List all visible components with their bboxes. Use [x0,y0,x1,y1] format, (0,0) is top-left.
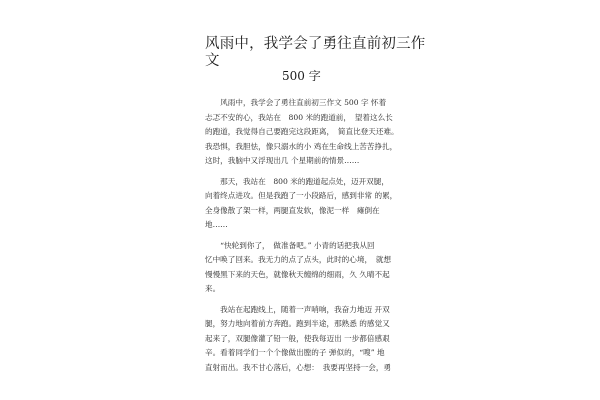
text-line: 那天，我站在 800 米的跑道起点处，迈开双腿， [205,176,389,186]
paragraph-2 [205,175,415,233]
text-line: 全身像散了架一样，两腿直发软，像泥一样 瘫倒在 [205,205,380,215]
text-line: 腿，努力地向着前方奔跑。跑到半途，那熟悉 的感觉又 [205,319,390,328]
document-subtitle: 500 字 [282,69,321,83]
document-title [205,36,426,70]
text-line: 忆中唤了回来。我无力的点了点头，此时的心境， 就想 [205,255,392,264]
title-line: 风雨中，我学会了勇往直前初三作 [205,36,426,52]
paragraph-1 [205,96,415,169]
text-line: 地…… [205,220,228,229]
text-line: 起来了，双腿像灌了铅一般，使我每迈出 一步都倍感艰 [205,333,390,343]
title-line: 文 [205,53,220,69]
text-line: 来。 [205,284,221,293]
text-line: 这时，我脑中又浮现出几 个星期前的情景…… [205,156,360,165]
text-line: 我站在起跑线上，随着一声哨响，我奋力地迈 开双 [205,304,390,314]
text-line: 的跑道，我觉得自己要跑完这段距离， 简直比登天还难。 [205,127,399,136]
text-line: 辛。看着同学们一个个像做出膛的子 弹似的，“嗖” 地 [205,348,385,357]
text-line: 风雨中，我学会了勇往直前初三作文 500 字 怀着 [205,98,387,107]
text-line: “快轮到你了， 做准备吧。” 小青的话把我从回 [205,240,375,250]
text-line: 我恐惧，我胆怯，像只溺水的小 鸡在生命线上苦苦挣扎， [205,141,398,151]
text-line: 慢慢黑下来的天色，就像秋天缠绵的细雨，久 久晴不起 [205,269,390,279]
paragraph-3 [205,239,415,297]
text-line: 忐忑不安的心，我站在 800 米的跑道前， 望着这么长 [205,112,393,122]
paragraph-4 [205,303,415,376]
text-line: 向着终点进攻。但是我跑了一小段路后，感到非常 的累， [205,191,398,200]
essay-body [205,96,415,381]
text-line: 直射而出。我不甘心落后，心想： 我要再坚持一会，勇 [205,362,392,372]
